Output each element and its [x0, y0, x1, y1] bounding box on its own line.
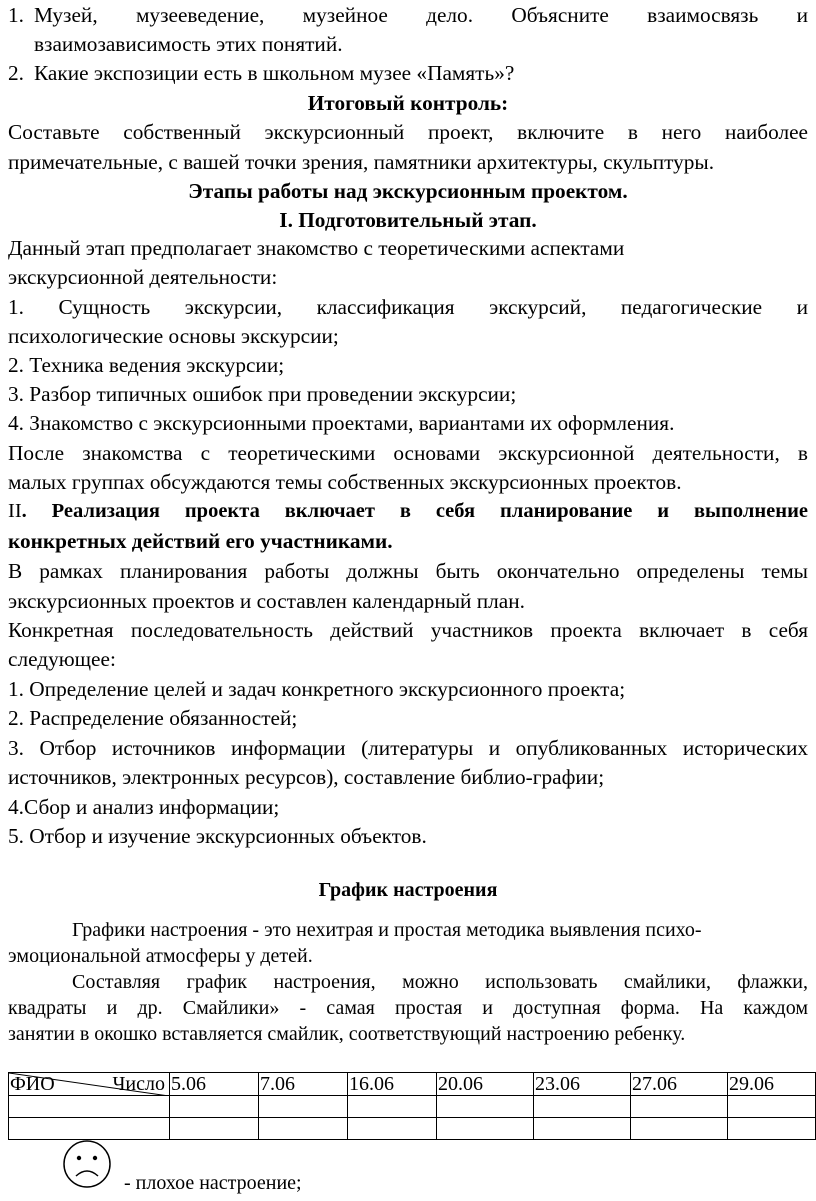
table-cell [437, 1118, 534, 1140]
stage1-item4: 4. Знакомство с экскурсионными проектами, вариантами их оформления. [8, 411, 675, 435]
stage2-plan-line1: В рамках планирования работы должны быть окончательно определены темы [8, 559, 808, 583]
mood-table-header-cell [9, 1073, 170, 1096]
final-control-line1: Составьте собственный экскурсионный проект, включите в него наиболее [8, 120, 808, 144]
question-1-line2: взаимозависимость этих понятий. [34, 32, 343, 56]
table-cell [631, 1118, 728, 1140]
table-cell [534, 1096, 631, 1118]
mood-p1-line1: Графики настроения - это нехитрая и простая методика выявления психо- [72, 919, 702, 941]
date-cell: 23.06 [534, 1073, 631, 1096]
col-num: Число [112, 1073, 165, 1095]
date-cell: 16.06 [348, 1073, 437, 1096]
table-cell [728, 1096, 816, 1118]
sad-face-icon [62, 1139, 112, 1189]
table-cell [9, 1118, 170, 1140]
stage2-step5: 5. Отбор и изучение экскурсионных объектов. [8, 824, 427, 848]
stage1-heading: I. Подготовительный этап. [279, 208, 537, 232]
stage2-seq-line1: Конкретная последовательность действий участников проекта включает в себя [8, 618, 808, 642]
mood-table-header-row [9, 1073, 816, 1096]
question-2: 2. Какие экспозиции есть в школьном музее «Память»? [8, 61, 515, 85]
stage1-item2: 2. Техника ведения экскурсии; [8, 353, 285, 377]
mood-p2-line2: квадраты и др. Смайлики» - самая простая и доступная форма. На каждом [8, 997, 808, 1019]
mood-table-row [9, 1096, 816, 1118]
mood-table [8, 1072, 816, 1140]
stage1-intro-line2: экскурсионной деятельности: [8, 265, 278, 289]
stage2-plan-line2: экскурсионных проектов и составлен календарный план. [8, 589, 525, 613]
col-fio: ФИО [10, 1073, 55, 1095]
table-cell [348, 1118, 437, 1140]
stage2-step3-line2: источников, электронных ресурсов), составление библио-графии; [8, 765, 605, 789]
stage1-intro-line1: Данный этап предполагает знакомство с теоретическими аспектами [8, 236, 625, 260]
stage1-item3: 3. Разбор типичных ошибок при проведении экскурсии; [8, 382, 517, 406]
date-cell: 20.06 [437, 1073, 534, 1096]
stage2-step2: 2. Распределение обязанностей; [8, 706, 298, 730]
stage1-item1-line1: 1. Сущность экскурсии, классификация экскурсий, педагогические и [8, 295, 808, 319]
date-cell: 7.06 [259, 1073, 348, 1096]
mood-p2-line3: занятии в окошко вставляется смайлик, соответствующий настроению ребенку. [8, 1023, 686, 1045]
table-cell [170, 1118, 259, 1140]
stage1-after-line2: малых группах обсуждаются темы собственных экскурсионных проектов. [8, 470, 682, 494]
date-cell: 5.06 [170, 1073, 259, 1096]
question-1-line1: 1. Музей, музееведение, музейное дело. Объясните взаимосвязь и [8, 3, 808, 27]
table-cell [348, 1096, 437, 1118]
stage1-item1-line2: психологические основы экскурсии; [8, 324, 339, 348]
table-cell [728, 1118, 816, 1140]
stage2-step4: 4.Сбор и анализ информации; [8, 795, 280, 819]
table-cell [631, 1096, 728, 1118]
date-cell: 29.06 [728, 1073, 816, 1096]
table-cell [534, 1118, 631, 1140]
stage2-heading-line1: II. Реализация проекта включает в себя планирование и выполнение [8, 500, 808, 522]
mood-table-row [9, 1118, 816, 1140]
legend-bad-mood: - плохое настроение; [124, 1172, 302, 1194]
mood-heading: График настроения [318, 879, 498, 901]
table-cell [259, 1118, 348, 1140]
stage2-seq-line2: следующее: [8, 647, 116, 671]
stage2-step3-line1: 3. Отбор источников информации (литературы и опубликованных исторических [8, 736, 808, 760]
stages-heading: Этапы работы над экскурсионным проектом. [188, 179, 628, 203]
table-cell [259, 1096, 348, 1118]
stage1-after-line1: После знакомства с теоретическими основами экскурсионной деятельности, в [8, 441, 808, 465]
table-cell [437, 1096, 534, 1118]
mood-p1-line2: эмоциональной атмосферы у детей. [8, 945, 313, 967]
final-control-heading: Итоговый контроль: [307, 91, 509, 115]
stage2-heading-line2: конкретных действий его участниками. [8, 529, 393, 553]
final-control-line2: примечательные, с вашей точки зрения, памятники архитектуры, скульптуры. [8, 150, 715, 174]
table-cell [9, 1096, 170, 1118]
table-cell [170, 1096, 259, 1118]
stage2-step1: 1. Определение целей и задач конкретного экскурсионного проекта; [8, 677, 626, 701]
date-cell: 27.06 [631, 1073, 728, 1096]
mood-p2-line1: Составляя график настроения, можно использовать смайлики, флажки, [72, 971, 808, 993]
